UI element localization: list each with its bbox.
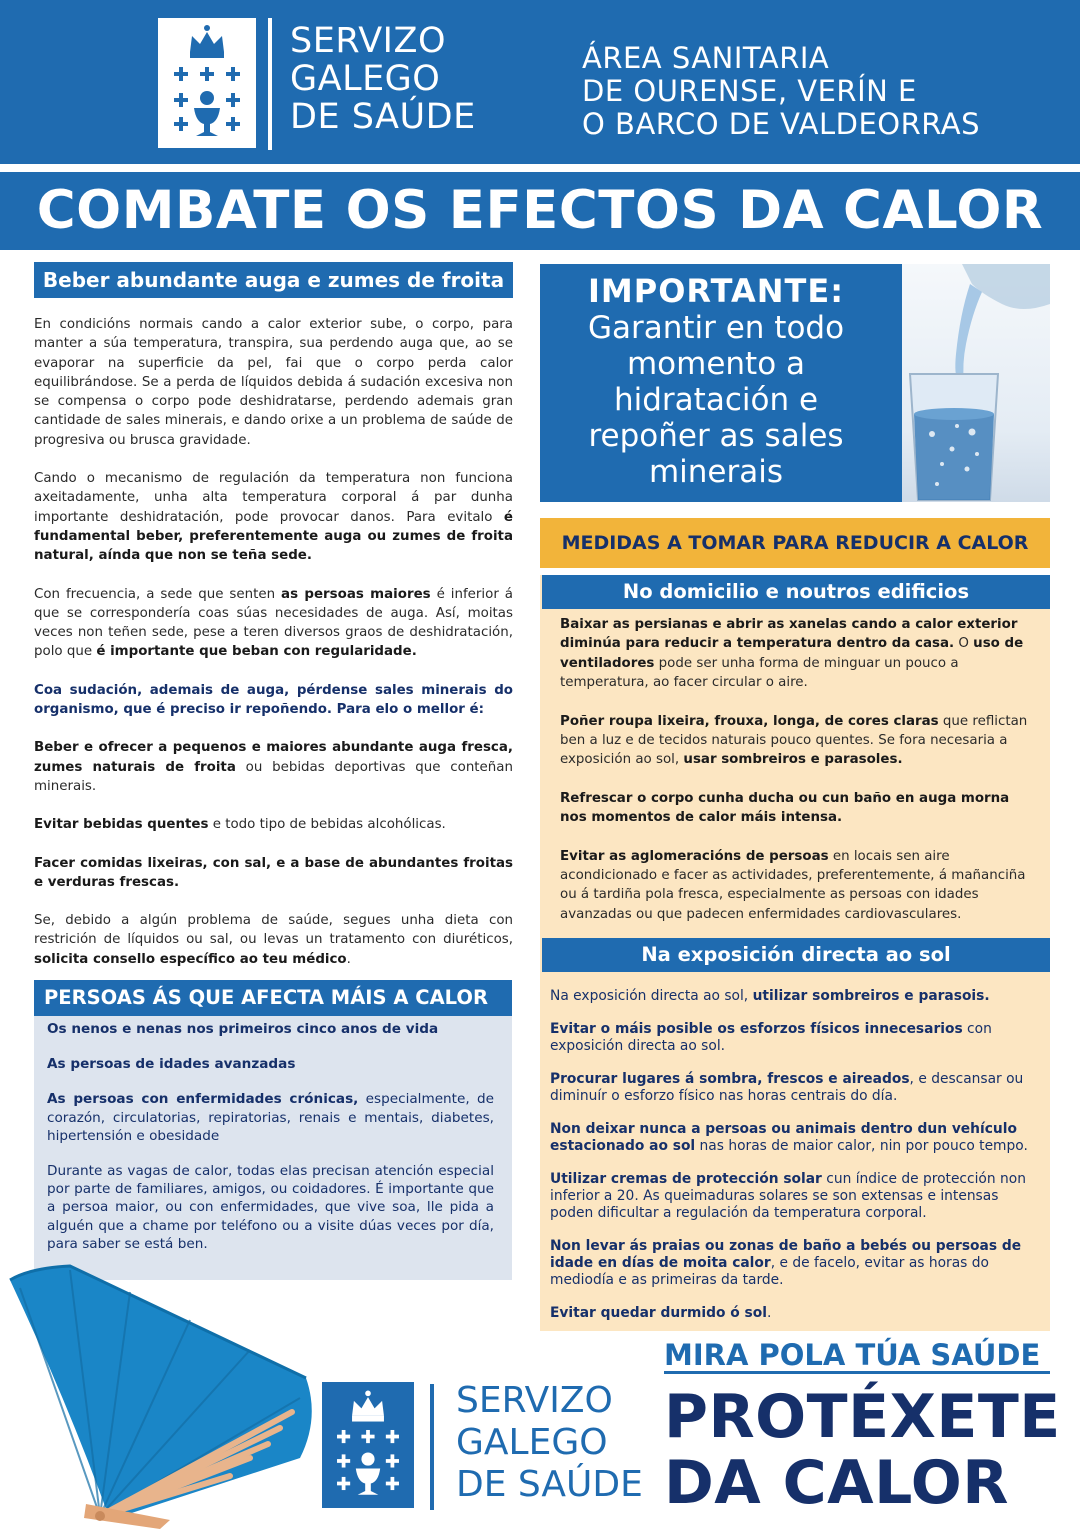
importante-line: hidratación e xyxy=(613,382,819,418)
beber-paragraph: Cando o mecanismo de regulación da temperatura non funciona axeitadamente, unha alta temperatura corporal á par dunha importante deshidratación, pode provocar danos. Para evitalo é fundamental beber, preferentemente auga ou zumes de froita natural, aínda que non se teña sede. xyxy=(34,471,513,564)
beber-paragraph: Con frecuencia, a sede que senten as persoas maiores é inferior á que se correspondería coas súas necesidades de auga. Así, moitas veces non teñen sede, pese a teren diversos graos de deshidratación, polo que é importante que beban con regularidade. xyxy=(34,586,513,660)
protexete-slogan: PROTÉXETE DA CALOR xyxy=(664,1382,1061,1518)
sol-heading: Na exposición directa ao sol xyxy=(542,938,1050,972)
importante-text xyxy=(540,272,892,490)
persoas-item: Os nenos e nenas nos primeiros cinco anos de vida xyxy=(47,1021,439,1037)
importante-title: IMPORTANTE: xyxy=(588,272,844,310)
header-banner xyxy=(0,0,1080,164)
footer-org-name: SERVIZO GALEGO DE SAÚDE xyxy=(456,1380,643,1505)
sergas-logo-icon xyxy=(158,18,256,148)
org-name: SERVIZO GALEGO DE SAÚDE xyxy=(290,21,476,137)
sol-item: Evitar o máis posible os esforzos físicos innecesarios con exposición directa ao sol. xyxy=(550,1021,992,1054)
beber-paragraph: Coa sudación, ademais de auga, pérdense sales minerais do organismo, que é preciso ir repoñendo. Para elo o mellor é: xyxy=(34,682,513,718)
sol-item: Non levar ás praias ou zonas de baño a bebés ou persoas de idade en días de moita calor, e de facelo, evitar as horas do mediodía e as primeiras da tarde. xyxy=(550,1238,1022,1288)
beber-paragraph: Beber e ofrecer a pequenos e maiores abundante auga fresca, zumes naturais de froita ou bebidas deportivas que conteñan minerais. xyxy=(34,740,513,794)
footer-logo-divider xyxy=(430,1384,434,1510)
sol-body xyxy=(550,988,1038,1338)
water-glass-image xyxy=(902,264,1050,502)
domicilio-body xyxy=(560,615,1030,943)
persoas-item: As persoas de idades avanzadas xyxy=(47,1056,296,1073)
medidas-heading: MEDIDAS A TOMAR PARA REDUCIR A CALOR xyxy=(561,532,1029,554)
area-sanitaria: ÁREA SANITARIA DE OURENSE, VERÍN E O BARCO DE VALDEORRAS xyxy=(582,41,980,141)
domicilio-heading: No domicilio e noutros edificios xyxy=(542,575,1050,609)
domicilio-item: Poñer roupa lixeira, frouxa, longa, de cores claras que reflictan ben a luz e de tecidos naturais pouco quentes. Se fora necesaria a exposición ao sol, usar sombreiros e parasoles. xyxy=(560,713,1028,768)
mira-tagline: MIRA POLA TÚA SAÚDE xyxy=(664,1336,1050,1374)
persoas-body xyxy=(34,1016,512,1253)
sol-item: Evitar quedar durmido ó sol. xyxy=(550,1305,772,1321)
beber-body xyxy=(34,315,513,969)
sol-item: Non deixar nunca a persoas ou animais dentro dun vehículo estacionado ao sol nas horas de maior calor, nin por pouco tempo. xyxy=(550,1121,1028,1154)
beber-heading: Beber abundante auga e zumes de froita xyxy=(34,262,513,298)
sol-item: Procurar lugares á sombra, frescos e aireados, e descansar ou diminuír o esforzo físico nas horas centrais do día. xyxy=(550,1071,1024,1104)
beber-paragraph: Se, debido a algún problema de saúde, segues unha dieta con restrición de líquidos ou sal, ou levas un tratamento con diuréticos, solicita consello específico ao teu médico. xyxy=(34,913,513,967)
hand-fan-image xyxy=(0,1258,330,1529)
domicilio-item: Refrescar o corpo cunha ducha ou cun baño en auga morna nos momentos de calor máis intensa. xyxy=(560,790,1010,826)
domicilio-item: Evitar as aglomeracións de persoas en locais sen aire acondicionado e facer as actividades, preferentemente, á mañanciña ou á tardiña pola fresca, especialmente as persoas con idades avanzadas ou que padecen enfermidades cardiovasculares. xyxy=(560,848,1026,922)
persoas-heading: PERSOAS ÁS QUE AFECTA MÁIS A CALOR xyxy=(34,980,512,1016)
medidas-heading-bar xyxy=(540,518,1050,568)
page-title: COMBATE OS EFECTOS DA CALOR xyxy=(36,180,1044,241)
title-bar xyxy=(0,172,1080,250)
importante-line: minerais xyxy=(648,454,784,490)
beber-paragraph: En condicións normais cando a calor exterior sube, o corpo, para manter a súa temperatura, transpira, sua perdendo auga que, ao se evaporar na superficie da pel, fai que o corpo perda calor equilibrándose. Se a perda de líquidos debida á sudación excesiva non se compensa o corpo pode deshidratarse, perdendo ademais gran cantidade de sales minerais, e dando orixe a un problema de saúde de progresiva ou brusca gravidade. xyxy=(34,317,513,448)
importante-line: Garantir en todo xyxy=(587,310,845,346)
beber-section xyxy=(34,262,513,988)
sol-item: Utilizar cremas de protección solar cun índice de protección non inferior a 20. As queimaduras solares se son extensas e intensas poden dificultar a regulación da temperatura corporal. xyxy=(550,1171,1026,1221)
persoas-item: Durante as vagas de calor, todas elas precisan atención especial por parte de familiares, amigos, ou coidadores. É importante que a persoa maior, ou con enfermidades, que vive soa, lle pida a alguén que a chame por teléfono ou a visite dúas veces por día, para saber se está ben. xyxy=(47,1163,494,1252)
sergas-footer-logo-icon xyxy=(322,1382,414,1508)
persoas-section xyxy=(34,980,512,1280)
importante-line: momento a xyxy=(626,346,806,382)
persoas-item: As persoas con enfermidades crónicas, especialmente, de corazón, circulatorias, repiratorias, renais e mentais, diabetes, hipertensión e obesidade xyxy=(47,1091,494,1144)
beber-paragraph: Facer comidas lixeiras, con sal, e a base de abundantes froitas e verduras frescas. xyxy=(34,855,513,890)
medidas-panel xyxy=(540,575,1050,1331)
logo-divider xyxy=(268,18,272,150)
sol-item: Na exposición directa ao sol, utilizar sombreiros e parasois. xyxy=(550,988,990,1004)
importante-box xyxy=(540,264,1050,502)
domicilio-item: Baixar as persianas e abrir as xanelas cando a calor exterior diminúa para reducir a temperatura dentro da casa. O uso de ventiladores pode ser unha forma de minguar un pouco a temperatura, ao facer circular o aire. xyxy=(560,617,1024,691)
importante-line: repoñer as sales xyxy=(588,418,844,454)
beber-paragraph: Evitar bebidas quentes e todo tipo de bebidas alcohólicas. xyxy=(34,817,446,833)
